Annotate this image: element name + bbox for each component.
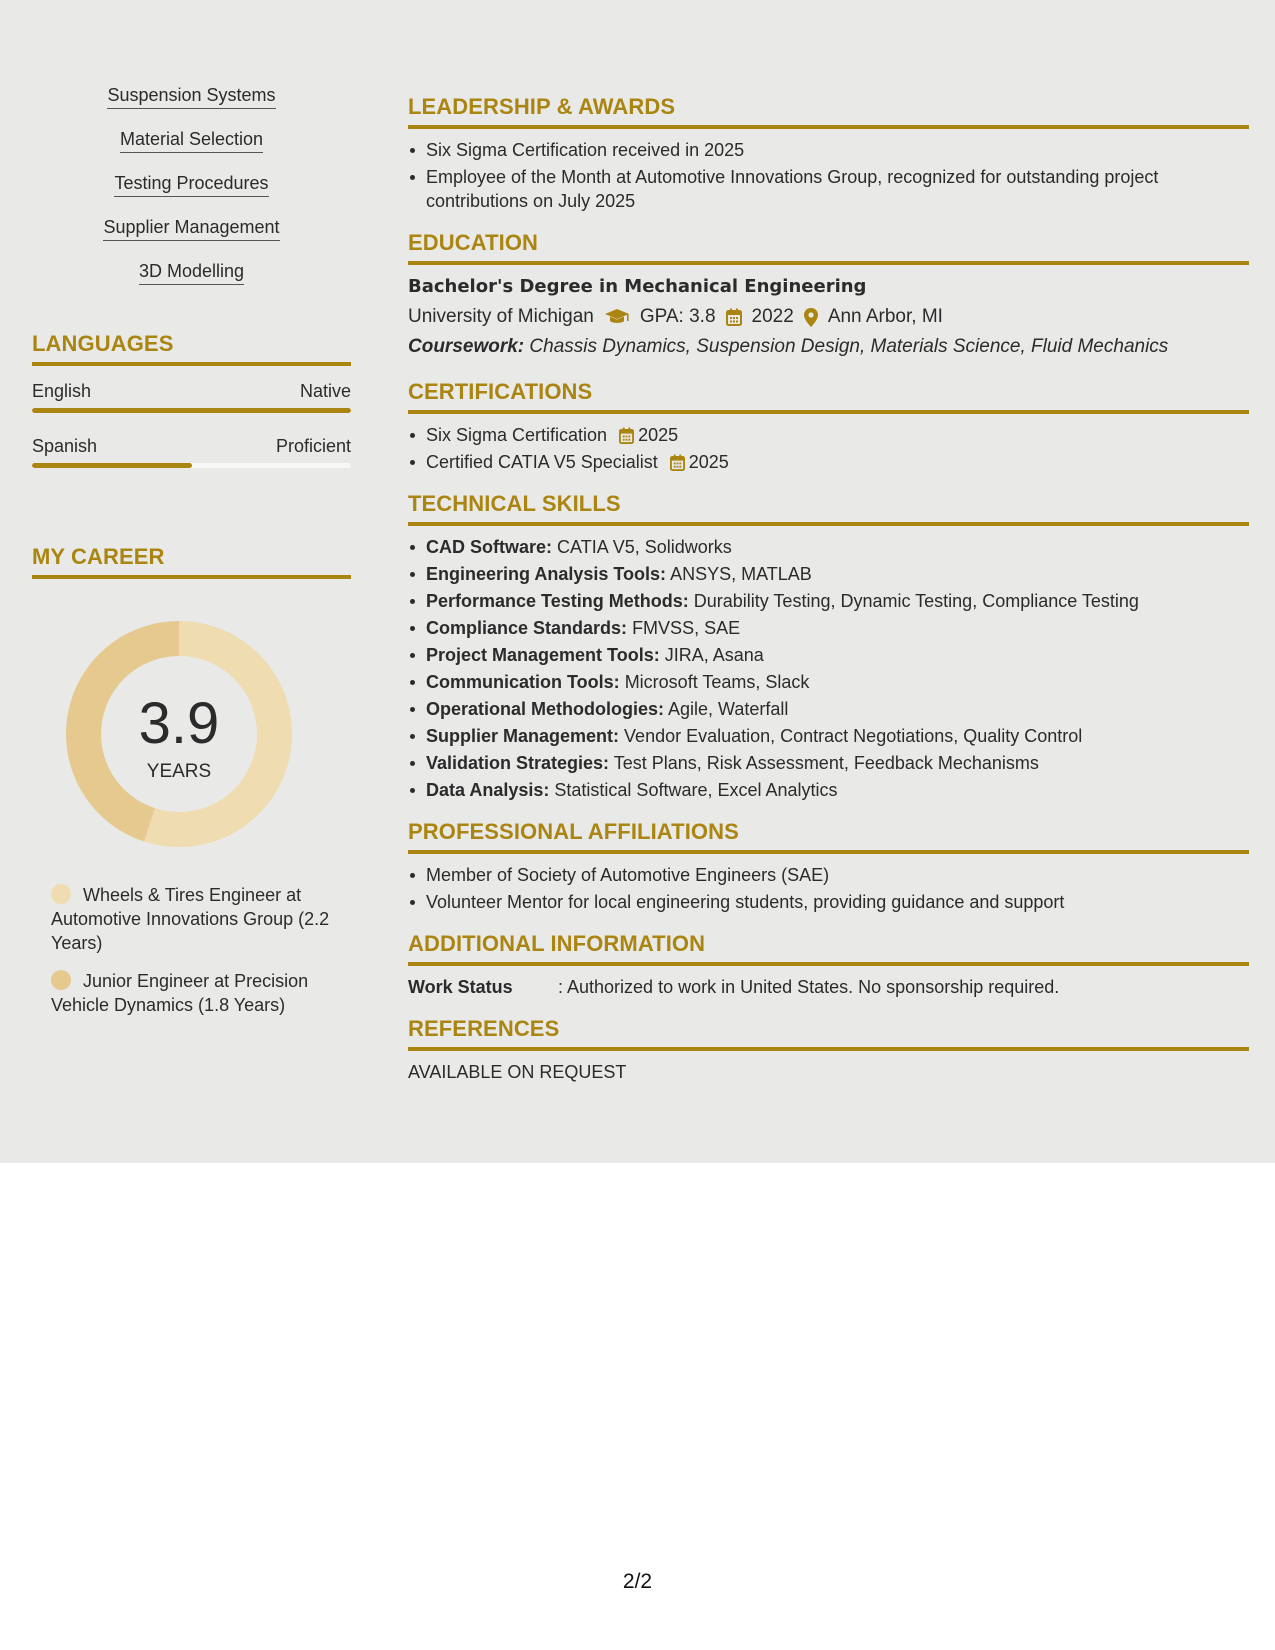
school-location: Ann Arbor, MI [827, 306, 943, 327]
skill-value: Agile, Waterfall [668, 699, 789, 719]
work-status-row [408, 975, 1249, 999]
skill-value: Statistical Software, Excel Analytics [554, 780, 838, 800]
list-item [408, 751, 1249, 775]
education-details [408, 302, 1249, 332]
location-pin-icon [804, 308, 818, 327]
section-divider [408, 261, 1249, 265]
section-divider [32, 575, 351, 579]
skill-label: Supplier Management: [426, 726, 620, 746]
technical-skills-section [408, 491, 1249, 802]
legend-dot-icon [51, 970, 71, 990]
section-title: LEADERSHIP & AWARDS [408, 94, 676, 119]
work-status-value: : Authorized to work in United States. No sponsorship required. [558, 977, 1060, 997]
graduation-year: 2022 [751, 306, 794, 327]
language-bar-fill [32, 408, 351, 413]
skill-value: JIRA, Asana [664, 645, 764, 665]
skill-tag: Testing Procedures [114, 172, 268, 197]
skill-value: Test Plans, Risk Assessment, Feedback Mechanisms [613, 753, 1039, 773]
language-level: Native [299, 381, 351, 401]
career-legend-item [51, 883, 341, 955]
list-item: Six Sigma Certification received in 2025 [408, 138, 1249, 162]
degree-title: Bachelor's Degree in Mechanical Engineering [408, 276, 867, 297]
skill-value: Durability Testing, Dynamic Testing, Compliance Testing [693, 591, 1139, 611]
affiliations-section [408, 819, 1249, 914]
list-item: Member of Society of Automotive Engineers (SAE) [408, 863, 1249, 887]
skill-label: Compliance Standards: [426, 618, 628, 638]
language-bar [32, 463, 351, 468]
page-number: 2/2 [622, 1570, 653, 1593]
calendar-icon [619, 427, 634, 444]
list-item [408, 670, 1249, 694]
gpa: GPA: 3.8 [639, 306, 716, 327]
skill-tags [32, 84, 351, 304]
additional-info-section [408, 931, 1249, 999]
skill-value: Vendor Evaluation, Contract Negotiations, Quality Control [624, 726, 1083, 746]
coursework [408, 332, 1249, 362]
list-item [408, 697, 1249, 721]
work-status-label: Work Status [408, 977, 513, 997]
skill-value: Microsoft Teams, Slack [624, 672, 810, 692]
list-item [408, 589, 1249, 613]
language-row [32, 435, 351, 457]
skill-label: Performance Testing Methods: [426, 591, 689, 611]
section-divider [408, 410, 1249, 414]
career-years-label: YEARS [146, 761, 212, 782]
skill-value: CATIA V5, Solidworks [557, 537, 732, 557]
section-divider [408, 125, 1249, 129]
career-section [32, 544, 351, 1017]
list-item [408, 616, 1249, 640]
section-title: TECHNICAL SKILLS [408, 491, 621, 516]
section-title: REFERENCES [408, 1016, 560, 1041]
certification-year: 2025 [638, 425, 679, 445]
section-title: EDUCATION [408, 230, 539, 255]
section-divider [32, 362, 351, 366]
skill-tag: 3D Modelling [139, 260, 244, 285]
list-item [408, 778, 1249, 802]
calendar-icon [670, 454, 685, 471]
language-row [32, 380, 351, 402]
list-item [408, 562, 1249, 586]
career-title: MY CAREER [32, 544, 165, 569]
leadership-section [408, 94, 1249, 213]
career-legend [51, 883, 341, 1017]
list-item [408, 724, 1249, 748]
skill-label: Validation Strategies: [426, 753, 610, 773]
coursework-label: Coursework: [408, 336, 525, 357]
skill-label: Communication Tools: [426, 672, 620, 692]
section-divider [408, 1047, 1249, 1051]
languages-title: LANGUAGES [32, 331, 174, 356]
certifications-section [408, 379, 1249, 474]
list-item: Volunteer Mentor for local engineering students, providing guidance and support [408, 890, 1249, 914]
skill-label: Project Management Tools: [426, 645, 660, 665]
references-text: AVAILABLE ON REQUEST [408, 1062, 627, 1082]
language-name: Spanish [32, 436, 98, 456]
skill-value: FMVSS, SAE [632, 618, 741, 638]
career-entry: Wheels & Tires Engineer at Automotive Innovations Group (2.2 Years) [51, 885, 330, 953]
education-section [408, 230, 1249, 362]
skill-label: Data Analysis: [426, 780, 550, 800]
list-item: Employee of the Month at Automotive Innovations Group, recognized for outstanding project contributions on July 2025 [408, 165, 1249, 213]
language-name: English [32, 381, 92, 401]
skill-tag: Supplier Management [103, 216, 279, 241]
languages-section [32, 331, 351, 468]
section-title: CERTIFICATIONS [408, 379, 593, 404]
school-name: University of Michigan [408, 306, 594, 327]
section-divider [408, 962, 1249, 966]
list-item [408, 535, 1249, 559]
language-bar-fill [32, 463, 192, 468]
certification-year: 2025 [688, 452, 729, 472]
skill-tag: Material Selection [120, 128, 263, 153]
section-title: PROFESSIONAL AFFILIATIONS [408, 819, 739, 844]
list-item [408, 423, 1249, 447]
career-entry: Junior Engineer at Precision Vehicle Dynamics (1.8 Years) [51, 971, 309, 1015]
sidebar [32, 84, 351, 1031]
references-section [408, 1016, 1249, 1084]
skill-value: ANSYS, MATLAB [670, 564, 812, 584]
skill-label: Engineering Analysis Tools: [426, 564, 667, 584]
graduation-cap-icon [604, 308, 630, 326]
certification-name: Six Sigma Certification [426, 425, 608, 445]
main-content [408, 94, 1249, 1084]
calendar-icon [726, 308, 742, 326]
section-divider [408, 850, 1249, 854]
skill-label: Operational Methodologies: [426, 699, 665, 719]
language-level: Proficient [275, 436, 351, 456]
legend-dot-icon [51, 884, 71, 904]
coursework-list: Chassis Dynamics, Suspension Design, Materials Science, Fluid Mechanics [529, 336, 1169, 357]
skill-label: CAD Software: [426, 537, 553, 557]
list-item [408, 450, 1249, 474]
list-item [408, 643, 1249, 667]
career-total-years: 3.9 [138, 691, 220, 756]
career-legend-item [51, 969, 341, 1017]
section-title: ADDITIONAL INFORMATION [408, 931, 706, 956]
career-donut-chart [66, 621, 292, 847]
skill-tag: Suspension Systems [107, 84, 275, 109]
language-bar [32, 408, 351, 413]
section-divider [408, 522, 1249, 526]
certification-name: Certified CATIA V5 Specialist [426, 452, 658, 472]
